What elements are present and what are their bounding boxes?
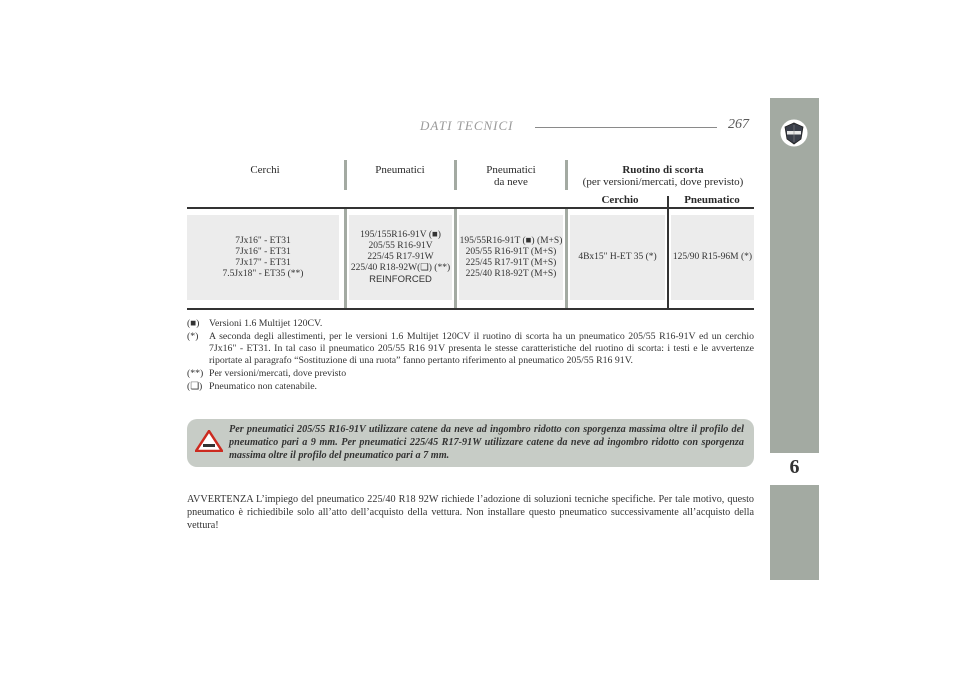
page-title: DATI TECNICI <box>420 118 514 133</box>
footnote-text: Pneumatico non catenabile. <box>209 381 318 392</box>
header-ruotino: Ruotino di scorta <box>622 164 704 176</box>
column-separator <box>565 209 568 309</box>
neve-line: 195/55R16-91T (■) (M+S) <box>459 235 563 246</box>
footnote <box>187 381 754 393</box>
warning-triangle-icon <box>195 430 223 452</box>
header-cerchi: Cerchi <box>250 164 280 176</box>
pneumatici-line: 225/40 R18-92W(❏) (**) <box>350 263 451 273</box>
header-rule <box>535 127 717 128</box>
pneumatici-line: REINFORCED <box>369 274 432 285</box>
header-pneumatici: Pneumatici <box>375 164 425 176</box>
page-number: 267 <box>728 117 749 132</box>
cell-neve <box>459 215 563 300</box>
ruotino-divider <box>667 196 669 309</box>
warning-text: Per pneumatici 205/55 R16-91V utilizzare catene da neve ad ingombro ridotto con sporgenza massima oltre il profilo del pneumatico pari a 9 mm. Per pneumatici 225/45 R17-91W utilizzare catene da neve ad ingombro ridotto con sporgenza massima oltre il profilo del pneumatico pari a 7 mm. <box>229 424 744 461</box>
column-separator <box>344 209 347 309</box>
chapter-tab <box>770 98 819 580</box>
header-separator <box>454 160 457 190</box>
footnote-text: Versioni 1.6 Multijet 120CV. <box>209 318 323 329</box>
footnote-key: (❏) <box>187 381 203 392</box>
chapter-number: 6 <box>789 456 800 478</box>
header-separator <box>344 160 347 190</box>
avvertenza-paragraph: AVVERTENZA L’impiego del pneumatico 225/40 R18 92W richiede l’adozione di soluzioni tecniche specifiche. Per tale motivo, questo pneumatico è richiedibile solo all’atto dell’acquisto della vettura. Non installare questo pneumatico successivamente all’acquisto della vettura! <box>187 494 754 531</box>
footnote-text: Per versioni/mercati, dove previsto <box>209 368 347 379</box>
footnote <box>187 331 754 367</box>
footnote-key: (*) <box>187 331 199 342</box>
header-ruotino-sub: (per versioni/mercati, dove previsto) <box>582 176 744 188</box>
ruotino-cerchio-value: 4Bx15" H-ET 35 (*) <box>578 252 657 262</box>
pneumatici-line: 205/55 R16-91V <box>368 241 433 251</box>
cerchi-line: 7Jx16" - ET31 <box>235 246 291 257</box>
footnote-key: (■) <box>187 318 200 329</box>
brand-shield-icon <box>780 119 808 147</box>
header-neve-1: Pneumatici <box>486 164 536 176</box>
header-separator <box>565 160 568 190</box>
cell-cerchi <box>187 215 339 300</box>
header-neve-2: da neve <box>494 176 528 188</box>
neve-line: 225/45 R17-91T (M+S) <box>465 257 557 268</box>
neve-line: 205/55 R16-91T (M+S) <box>465 246 557 257</box>
pneumatici-line: 225/45 R17-91W <box>367 252 434 262</box>
footnote-key: (**) <box>187 368 204 379</box>
table-bottom-rule <box>187 308 754 310</box>
cell-ruotino-cerchio <box>570 215 665 300</box>
header-pneumatico: Pneumatico <box>684 194 740 206</box>
header-cerchio: Cerchio <box>601 194 639 206</box>
cerchi-line: 7Jx17" - ET31 <box>235 257 291 268</box>
footnotes <box>187 318 754 394</box>
cell-pneumatici <box>349 215 452 300</box>
column-separator <box>454 209 457 309</box>
pneumatici-line: 195/155R16-91V (■) <box>360 230 441 240</box>
cerchi-line: 7.5Jx18" - ET35 (**) <box>222 268 304 279</box>
footnote-text: A seconda degli allestimenti, per le versioni 1.6 Multijet 120CV il ruotino di scorta ha un pneumatico 205/55 R16-91V ed un cerchio 7Jx16" - ET31. In tal caso il pneumatico 205/55 R16 91V presenta le stesse caratteristiche del ruotino di scorta: i testi e le avvertenze riportate al paragrafo “Sostituzione di una ruota” fanno pertanto riferimento al pneumatico 205/55 R16 91V. <box>209 331 754 366</box>
ruotino-pneumatico-value: 125/90 R15-96M (*) <box>672 252 753 262</box>
footnote <box>187 318 754 330</box>
neve-line: 225/40 R18-92T (M+S) <box>465 268 557 279</box>
footnote <box>187 368 754 380</box>
cerchi-line: 7Jx16" - ET31 <box>235 235 291 246</box>
cell-ruotino-pneumatico <box>671 215 754 300</box>
